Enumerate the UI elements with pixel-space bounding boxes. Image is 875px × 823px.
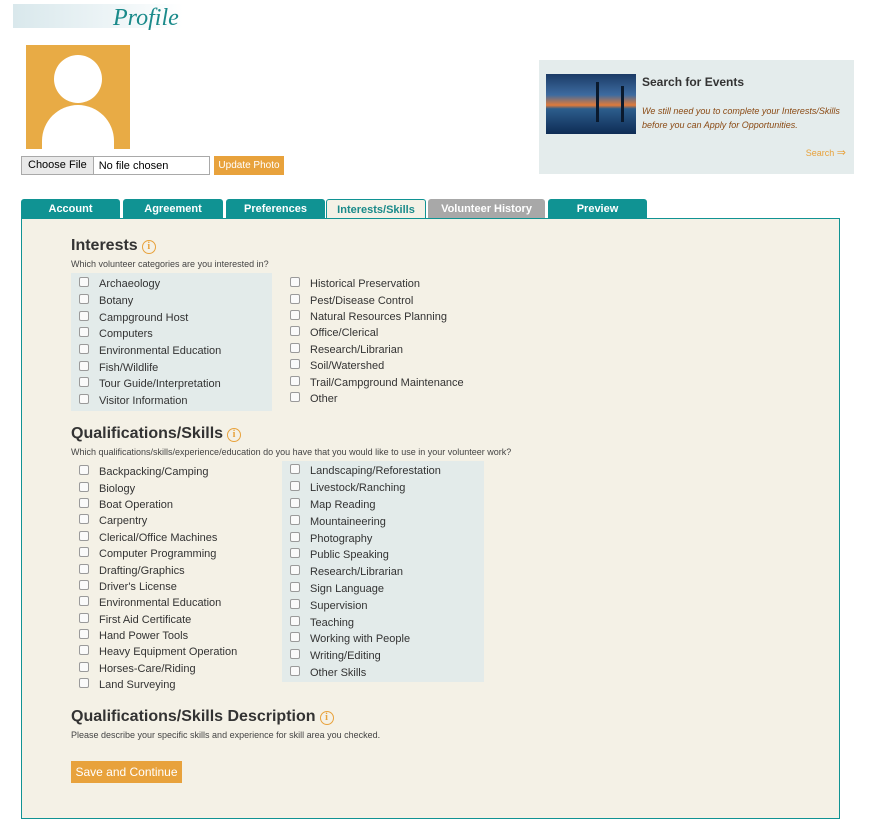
page-title: Profile <box>113 5 179 31</box>
interests-title: Interests <box>71 237 138 254</box>
checkbox-label: Computers <box>99 328 153 341</box>
checkbox-label: Pest/Disease Control <box>310 294 414 307</box>
checkbox[interactable] <box>290 326 300 336</box>
checkbox[interactable] <box>290 294 300 304</box>
checkbox[interactable] <box>79 547 89 557</box>
checkbox-option[interactable] <box>79 343 221 360</box>
info-icon[interactable]: i <box>320 711 334 725</box>
events-thumbnail-image <box>546 74 636 134</box>
description-title: Qualifications/Skills Description <box>71 708 316 725</box>
checkbox-option[interactable] <box>79 293 221 310</box>
checkbox-option[interactable] <box>79 579 237 595</box>
checkbox[interactable] <box>79 498 89 508</box>
skills-right-column <box>290 463 441 681</box>
checkbox-label: Botany <box>99 295 134 308</box>
checkbox-label: Visitor Information <box>99 395 188 408</box>
avatar <box>26 45 130 149</box>
search-link[interactable] <box>806 146 846 159</box>
checkbox-option[interactable] <box>290 665 441 682</box>
checkbox-label: Research/Librarian <box>310 343 403 356</box>
checkbox[interactable] <box>290 666 300 676</box>
checkbox-label: Environmental Education <box>99 597 222 610</box>
checkbox-label: Horses-Care/Riding <box>99 662 196 675</box>
checkbox-option[interactable] <box>79 276 221 293</box>
description-heading <box>71 708 334 726</box>
checkbox-label: Fish/Wildlife <box>99 361 159 374</box>
checkbox-option[interactable] <box>79 326 221 343</box>
checkbox-option[interactable] <box>290 648 441 665</box>
checkbox-option[interactable] <box>290 614 441 631</box>
checkbox-option[interactable] <box>290 325 464 341</box>
tab-volunteer-history[interactable]: Volunteer History <box>428 199 545 219</box>
events-card-message: We still need you to complete your Interests/Skills before you can Apply for Opportunities. <box>642 106 840 130</box>
checkbox[interactable] <box>79 678 89 688</box>
checkbox-label: Landscaping/Reforestation <box>310 465 441 478</box>
checkbox-option[interactable] <box>79 359 221 376</box>
tree-silhouette <box>596 82 599 122</box>
checkbox-label: Map Reading <box>310 498 376 511</box>
checkbox-label: Other Skills <box>310 666 367 679</box>
checkbox[interactable] <box>290 392 300 402</box>
checkbox-label: Backpacking/Camping <box>99 466 209 479</box>
info-icon[interactable]: i <box>142 240 156 254</box>
checkbox[interactable] <box>79 394 89 404</box>
checkbox-label: Research/Librarian <box>310 566 403 579</box>
skills-left-column <box>79 464 237 693</box>
checkbox[interactable] <box>79 564 89 574</box>
tab-agreement[interactable]: Agreement <box>123 199 223 219</box>
checkbox-label: Land Surveying <box>99 679 176 692</box>
arrow-right-icon: ⇒ <box>836 147 846 159</box>
checkbox-option[interactable] <box>290 480 441 497</box>
checkbox-option[interactable] <box>79 480 237 496</box>
checkbox[interactable] <box>290 376 300 386</box>
checkbox-option[interactable] <box>79 661 237 677</box>
checkbox-label: Environmental Education <box>99 345 222 358</box>
checkbox-option[interactable] <box>290 497 441 514</box>
checkbox[interactable] <box>290 359 300 369</box>
checkbox[interactable] <box>290 582 300 592</box>
checkbox[interactable] <box>79 613 89 623</box>
checkbox[interactable] <box>79 311 89 321</box>
checkbox-label: Heavy Equipment Operation <box>99 646 238 659</box>
checkbox-option[interactable] <box>290 309 464 325</box>
checkbox-label: Sign Language <box>310 582 385 595</box>
checkbox-label: Campground Host <box>99 311 189 324</box>
checkbox-label: Natural Resources Planning <box>310 310 447 323</box>
checkbox-label: Mountaineering <box>310 515 386 528</box>
checkbox-label: Working with People <box>310 633 411 646</box>
checkbox[interactable] <box>290 599 300 609</box>
checkbox-label: Driver's License <box>99 580 177 593</box>
checkbox-option[interactable] <box>79 612 237 628</box>
checkbox-label: Historical Preservation <box>310 278 421 291</box>
checkbox[interactable] <box>79 344 89 354</box>
checkbox[interactable] <box>290 565 300 575</box>
checkbox-option[interactable] <box>79 513 237 529</box>
tab-account[interactable]: Account <box>21 199 120 219</box>
checkbox-option[interactable] <box>79 644 237 660</box>
checkbox-label: Other <box>310 392 338 405</box>
checkbox[interactable] <box>290 464 300 474</box>
checkbox[interactable] <box>290 649 300 659</box>
tab-interests-skills[interactable]: Interests/Skills <box>326 199 426 220</box>
interests-skills-panel <box>21 218 840 819</box>
checkbox-option[interactable] <box>290 581 441 598</box>
checkbox-option[interactable] <box>290 292 464 308</box>
checkbox-option[interactable] <box>290 530 441 547</box>
checkbox[interactable] <box>290 515 300 525</box>
checkbox-label: Livestock/Ranching <box>310 482 406 495</box>
checkbox[interactable] <box>290 481 300 491</box>
checkbox-label: Trail/Campground Maintenance <box>310 376 464 389</box>
checkbox-option[interactable] <box>290 513 441 530</box>
tree-silhouette <box>621 86 624 122</box>
checkbox-option[interactable] <box>290 391 464 407</box>
checkbox-option[interactable] <box>290 631 441 648</box>
checkbox-option[interactable] <box>290 564 441 581</box>
checkbox[interactable] <box>79 629 89 639</box>
checkbox-option[interactable] <box>290 547 441 564</box>
checkbox-label: Drafting/Graphics <box>99 564 185 577</box>
checkbox[interactable] <box>79 531 89 541</box>
checkbox-option[interactable] <box>290 597 441 614</box>
events-card-title: Search for Events <box>642 75 745 89</box>
checkbox[interactable] <box>290 532 300 542</box>
skills-title: Qualifications/Skills <box>71 425 224 442</box>
checkbox-label: Tour Guide/Interpretation <box>99 378 221 391</box>
checkbox[interactable] <box>79 327 89 337</box>
checkbox[interactable] <box>290 548 300 558</box>
tab-preferences[interactable]: Preferences <box>226 199 325 219</box>
checkbox[interactable] <box>79 514 89 524</box>
checkbox-option[interactable] <box>79 595 237 611</box>
checkbox[interactable] <box>290 632 300 642</box>
checkbox-option[interactable] <box>79 464 237 480</box>
skills-heading <box>71 425 241 443</box>
interests-left-column <box>79 276 221 410</box>
checkbox[interactable] <box>79 277 89 287</box>
checkbox-option[interactable] <box>79 309 221 326</box>
avatar-head-shape <box>54 55 102 103</box>
checkbox-option[interactable] <box>79 677 237 693</box>
checkbox-label: Biology <box>99 482 136 495</box>
checkbox[interactable] <box>290 343 300 353</box>
checkbox-option[interactable] <box>79 497 237 513</box>
file-status-text: No file chosen <box>98 159 169 172</box>
checkbox-label: Clerical/Office Machines <box>99 531 218 544</box>
checkbox[interactable] <box>79 662 89 672</box>
checkbox-option[interactable] <box>290 463 441 480</box>
checkbox-option[interactable] <box>290 342 464 358</box>
checkbox-label: Computer Programming <box>99 548 217 561</box>
checkbox-label: Boat Operation <box>99 498 173 511</box>
description-subtitle: Please describe your specific skills and experience for skill area you checked. <box>71 730 381 740</box>
checkbox-option[interactable] <box>79 628 237 644</box>
checkbox[interactable] <box>79 596 89 606</box>
avatar-body-shape <box>42 105 114 149</box>
checkbox-label: Teaching <box>310 616 355 629</box>
checkbox-option[interactable] <box>79 393 221 410</box>
update-photo-button[interactable]: Update Photo <box>214 156 284 175</box>
checkbox[interactable] <box>290 277 300 287</box>
checkbox[interactable] <box>79 377 89 387</box>
checkbox[interactable] <box>79 465 89 475</box>
checkbox[interactable] <box>290 310 300 320</box>
tab-preview[interactable]: Preview <box>548 199 647 219</box>
checkbox-option[interactable] <box>290 358 464 374</box>
checkbox-label: Public Speaking <box>310 549 389 562</box>
search-events-card <box>539 60 854 174</box>
checkbox-label: Photography <box>310 532 373 545</box>
checkbox-label: Supervision <box>310 599 368 612</box>
skills-subtitle: Which qualifications/skills/experience/education do you have that you would like to use in your volunteer work? <box>71 447 512 457</box>
checkbox-label: Office/Clerical <box>310 327 379 340</box>
checkbox-label: Hand Power Tools <box>99 630 189 643</box>
checkbox-option[interactable] <box>290 276 464 292</box>
checkbox-label: Carpentry <box>99 515 148 528</box>
checkbox[interactable] <box>79 580 89 590</box>
checkbox-option[interactable] <box>79 546 237 562</box>
checkbox[interactable] <box>79 294 89 304</box>
checkbox[interactable] <box>290 616 300 626</box>
file-input[interactable] <box>21 156 210 175</box>
checkbox[interactable] <box>79 645 89 655</box>
checkbox-option[interactable] <box>290 374 464 390</box>
search-link-label: Search <box>805 148 835 158</box>
checkbox-label: Writing/Editing <box>310 650 381 663</box>
checkbox-option[interactable] <box>79 376 221 393</box>
checkbox[interactable] <box>79 482 89 492</box>
checkbox[interactable] <box>79 361 89 371</box>
choose-file-button[interactable]: Choose File <box>22 157 94 174</box>
info-icon[interactable]: i <box>227 428 241 442</box>
checkbox-option[interactable] <box>79 530 237 546</box>
interests-heading <box>71 237 156 255</box>
checkbox-label: Soil/Watershed <box>310 360 385 373</box>
interests-right-column <box>290 276 464 407</box>
interests-subtitle: Which volunteer categories are you interested in? <box>71 259 269 269</box>
save-and-continue-button[interactable]: Save and Continue <box>71 761 182 783</box>
checkbox-option[interactable] <box>79 562 237 578</box>
checkbox[interactable] <box>290 498 300 508</box>
checkbox-label: Archaeology <box>99 278 161 291</box>
checkbox-label: First Aid Certificate <box>99 613 192 626</box>
